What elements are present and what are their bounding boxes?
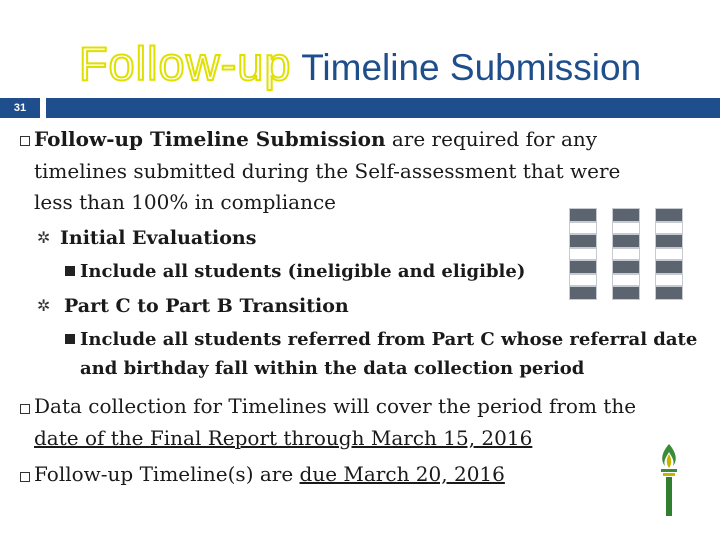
slide-number: 31 — [0, 98, 40, 118]
bullet-1-text: are required for any — [385, 127, 598, 151]
square-bullet-icon — [20, 136, 30, 146]
detail-initial-evaluations: Include all students (ineligible and eligible) — [80, 261, 526, 282]
detail-part-c-line-1: Include all students referred from Part C whose referral date — [80, 329, 698, 350]
torch-icon — [654, 442, 684, 518]
detail-part-c-line-2: and birthday fall within the data collection period — [80, 358, 585, 379]
gear-bullet-icon: ✲ — [37, 228, 51, 247]
bullet-2-line-1: Data collection for Timelines will cover the period from the — [34, 394, 637, 418]
sub-bullet-initial-evaluations: Initial Evaluations — [60, 227, 257, 249]
sub-bullet-part-c-to-part-b: Part C to Part B Transition — [64, 295, 349, 317]
slide-title — [0, 36, 720, 91]
bullet-1-bold: Follow-up Timeline Submission — [34, 127, 386, 151]
square-bullet-icon — [20, 404, 30, 414]
title-text: Timeline Submission — [291, 47, 642, 88]
bullet-3 — [34, 462, 505, 486]
filled-square-bullet-icon — [65, 334, 75, 344]
square-bullet-icon — [20, 472, 30, 482]
gear-bullet-icon: ✲ — [37, 296, 51, 315]
due-date: due March 20, 2016 — [299, 462, 505, 486]
bullet-1-line-2: timelines submitted during the Self-assessment that were — [34, 159, 621, 183]
filled-square-bullet-icon — [65, 266, 75, 276]
bullet-3-text: Follow-up Timeline(s) are — [34, 462, 300, 486]
bullet-2-line-2: date of the Final Report through March 15, 2016 — [34, 426, 533, 450]
bullet-1-line-3: less than 100% in compliance — [34, 190, 337, 214]
header-bar — [46, 98, 720, 118]
calendar-icon — [569, 208, 683, 300]
title-outline-text: Follow-up — [78, 37, 292, 90]
bullet-1-line-1 — [34, 127, 597, 151]
